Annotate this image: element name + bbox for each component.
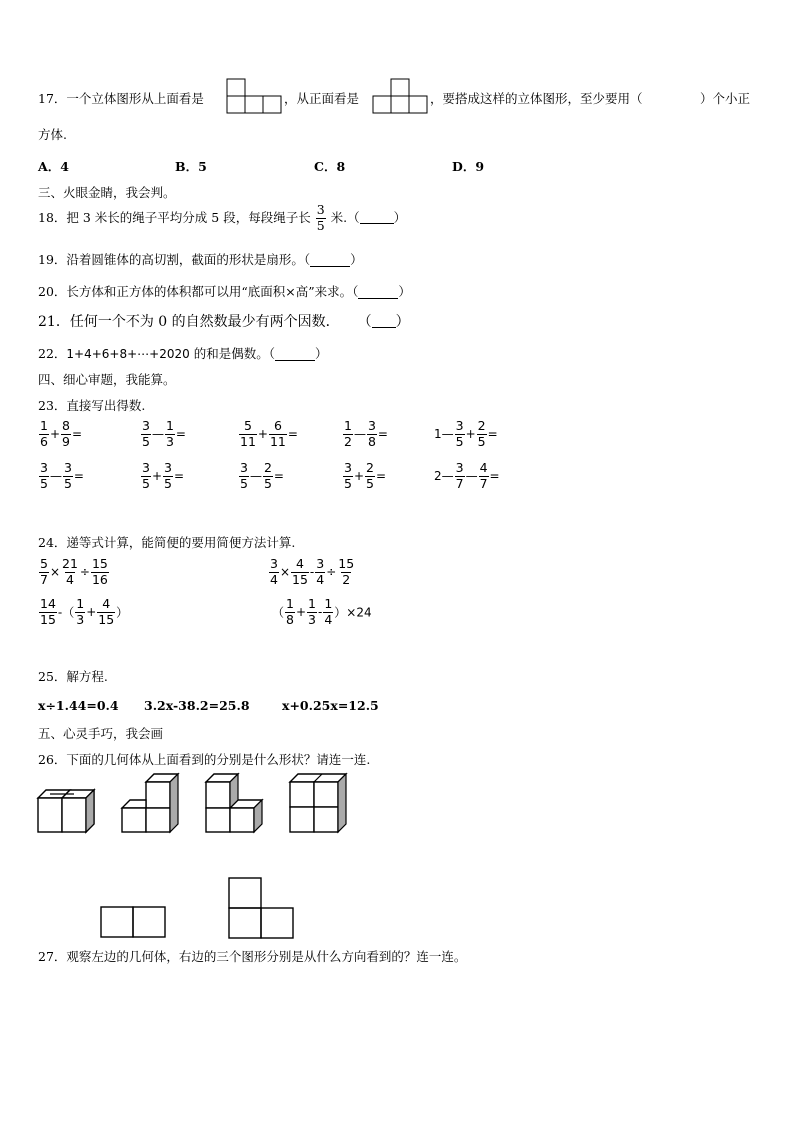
- q20: 20．长方体和正方体的体积都可以用“底面积×高”来求。（ ）: [38, 284, 411, 299]
- section-3-heading: 三、火眼金睛，我会判。: [38, 185, 176, 200]
- option-d[interactable]: D．9: [452, 159, 485, 174]
- q18-fraction: $\frac{3}{5}$: [316, 202, 325, 233]
- q25-equation-1: x÷1.44=0.4: [38, 698, 119, 713]
- solid-figure-1: [36, 788, 102, 836]
- q22: 22．1+4+6+8+⋯+2020 的和是偶数。（ ）: [38, 346, 328, 361]
- q23-expression: $\frac{3}{5}$ — $\frac{2}{5}$ =: [240, 460, 284, 491]
- q21: 21．任何一个不为 0 的自然数最少有两个因数． （ ）: [38, 314, 410, 330]
- q27-title: 27．观察左边的几何体，右边的三个图形分别是从什么方向看到的？连一连。: [38, 949, 467, 964]
- q24-expr-3: $\frac{14}{15}$ -（ $\frac{1}{3}$ + $\frac{4}{15}$ ）: [40, 596, 129, 627]
- q23-expression: 1— $\frac{3}{5}$ + $\frac{2}{5}$ =: [434, 418, 498, 449]
- answer-blank[interactable]: [372, 316, 396, 328]
- top-view-icon: [226, 76, 282, 116]
- solid-figure-3: [204, 772, 270, 836]
- option-a[interactable]: A．4: [38, 159, 69, 174]
- q24-expr-2: $\frac{3}{4}$ × $\frac{4}{15}$ - $\frac{3}{4}$ ÷ $\frac{15}{2}$: [270, 556, 355, 587]
- answer-blank[interactable]: [310, 255, 350, 267]
- q17-text-b: ，从正面看是: [284, 91, 360, 106]
- solid-figure-4: [288, 772, 354, 836]
- q23-title: 23．直接写出得数.: [38, 398, 146, 413]
- q24-expr-4: （ $\frac{1}{8}$ + $\frac{1}{3}$ - $\frac{1}{4}$ ）×24: [272, 596, 372, 627]
- answer-blank[interactable]: [360, 212, 394, 224]
- q25-equation-2: 3.2x-38.2=25.8: [144, 698, 250, 713]
- q23-expression: $\frac{1}{2}$ — $\frac{3}{8}$ =: [344, 418, 388, 449]
- q17-line1: 17．一个立体图形从上面看是: [38, 91, 204, 106]
- top-view-shape-b[interactable]: [228, 877, 296, 941]
- q23-expression: 2— $\frac{3}{7}$ — $\frac{4}{7}$ =: [434, 460, 500, 491]
- q23-expression: $\frac{3}{5}$ — $\frac{3}{5}$ =: [40, 460, 84, 491]
- answer-blank[interactable]: [275, 349, 315, 361]
- q23-expression: $\frac{1}{6}$ + $\frac{8}{9}$ =: [40, 418, 83, 449]
- option-c[interactable]: C．8: [314, 159, 346, 174]
- q23-expression: $\frac{3}{5}$ + $\frac{3}{5}$ =: [142, 460, 185, 491]
- section-5-heading: 五、心灵手巧，我会画: [38, 726, 164, 741]
- q23-expression: $\frac{5}{11}$ + $\frac{6}{11}$ =: [240, 418, 298, 449]
- q17-text-d: ）个小正: [700, 91, 751, 106]
- q17-options: [38, 157, 484, 175]
- answer-blank[interactable]: [358, 287, 398, 299]
- q24-title: 24．递等式计算，能简便的要用简便方法计算.: [38, 535, 296, 550]
- front-view-icon: [372, 76, 428, 116]
- q18: 18．把 3 米长的绳子平均分成 5 段，每段绳子长 $\frac{3}{5}$ 米.（ ）: [38, 202, 407, 233]
- q25-equation-3: x+0.25x=12.5: [282, 698, 379, 713]
- solid-figure-2: [120, 772, 186, 836]
- q25-title: 25．解方程.: [38, 669, 108, 684]
- q17-line2: 方体.: [38, 127, 67, 142]
- q23-expression: $\frac{3}{5}$ — $\frac{1}{3}$ =: [142, 418, 186, 449]
- q23-expression: $\frac{3}{5}$ + $\frac{2}{5}$ =: [344, 460, 387, 491]
- q17-text-c: ，要搭成这样的立体图形，至少要用（: [430, 91, 643, 106]
- q26-title: 26．下面的几何体从上面看到的分别是什么形状？请连一连.: [38, 752, 371, 767]
- section-4-heading: 四、细心审题，我能算。: [38, 372, 176, 387]
- top-view-shape-a[interactable]: [100, 906, 166, 940]
- option-b[interactable]: B．5: [175, 159, 207, 174]
- q19: 19．沿着圆锥体的高切割，截面的形状是扇形。（ ）: [38, 252, 363, 267]
- q24-expr-1: $\frac{5}{7}$ × $\frac{21}{4}$ ÷ $\frac{15}{16}$: [40, 556, 108, 587]
